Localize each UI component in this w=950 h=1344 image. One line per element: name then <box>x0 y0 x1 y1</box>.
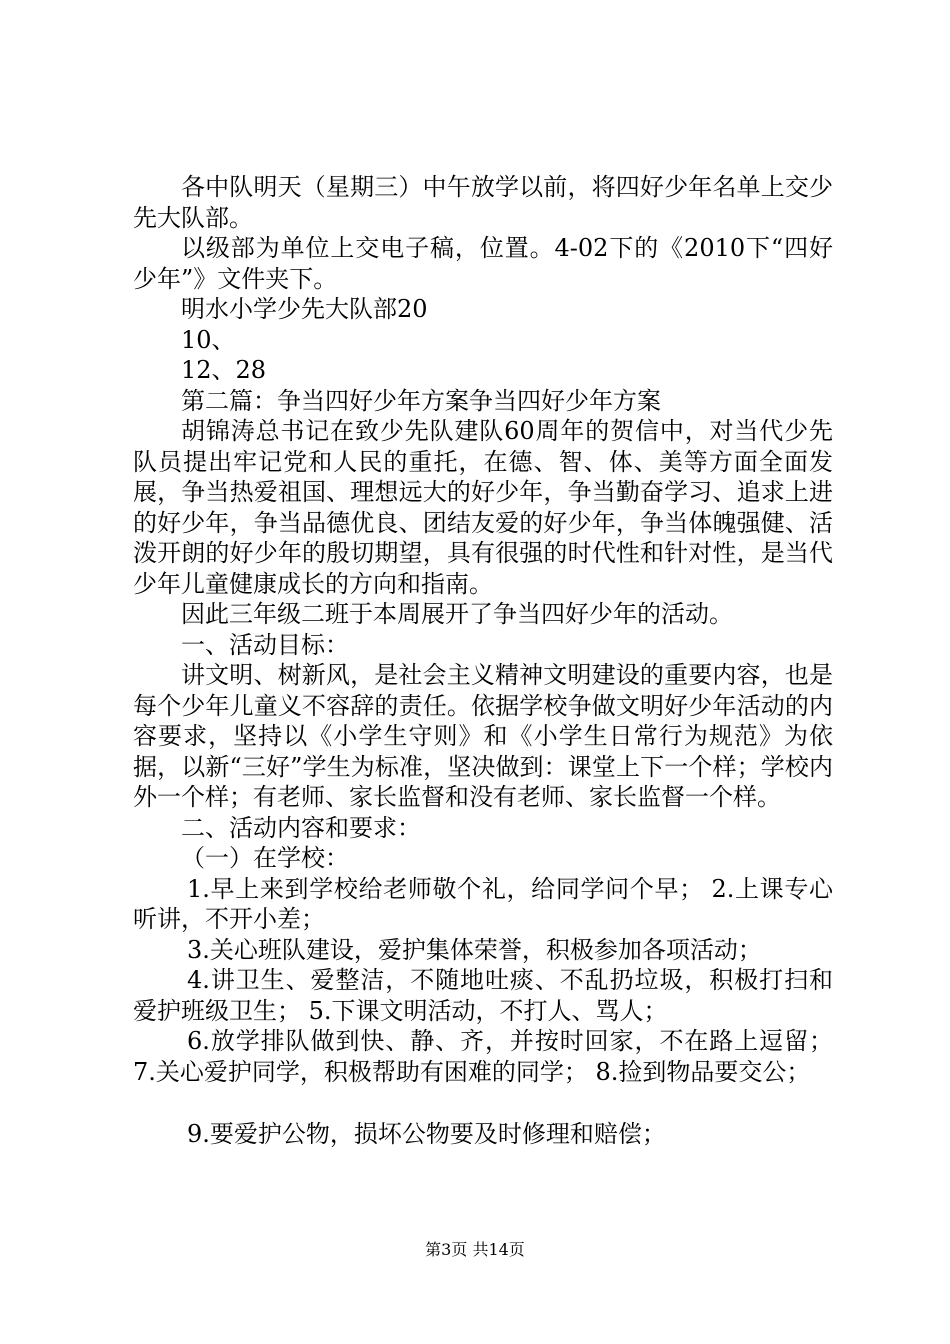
document-body <box>133 172 833 1150</box>
paragraph-date-month: 10、 <box>181 325 236 354</box>
paragraph-submit-list: 各中队明天（星期三）中午放学以前，将四好少年名单上交少先大队部。 <box>133 173 833 232</box>
list-item-9: 9.要爱护公物，损坏公物要及时修理和赔偿； <box>187 1120 666 1148</box>
paragraph-activity-goal: 讲文明、树新风，是社会主义精神文明建设的重要内容，也是每个少年儿童义不容辞的责任。依据学校争做文明好少年活动的内容要求，坚持以《小学生守则》和《小学生日常行为规范》为依据，以新“三好”学生为标准，坚决做到：课堂上下一个样；学校内外一个样；有老师、家长监督和没有老师、家长监督一个样。 <box>133 661 833 811</box>
paragraph-electronic-copy: 以级部为单位上交电子稿，位置。4-02下的《2010下“四好少年”》文件夹下。 <box>133 234 833 293</box>
page-footer: 第3页 共14页 <box>425 1240 525 1259</box>
heading-at-school: （一）在学校： <box>181 844 349 872</box>
heading-activity-goal: 一、活动目标： <box>181 630 349 659</box>
list-item-3: 3.关心班队建设，爱护集体荣誉，积极参加各项活动； <box>187 935 762 964</box>
list-item-4-5: 4.讲卫生、爱整洁，不随地吐痰、不乱扔垃圾，积极打扫和爱护班级卫生； 5.下课文明活动，不打人、骂人； <box>133 966 833 1025</box>
paragraph-intro: 胡锦涛总书记在致少先队建队60周年的贺信中，对当代少先队员提出牢记党和人民的重托，在德、智、体、美等方面全面发展，争当热爱祖国、理想远大的好少年，争当勤奋学习、追求上进的好少年，争当品德优良、团结友爱的好少年，争当体魄强健、活泼开朗的好少年的殷切期望，具有很强的时代性和针对性，是当代少年儿童健康成长的方向和指南。 <box>133 417 833 598</box>
paragraph-date-day: 12、28 <box>181 356 267 384</box>
paragraph-activity-start: 因此三年级二班于本周展开了争当四好少年的活动。 <box>181 600 733 628</box>
paragraph-signature: 明水小学少先大队部20 <box>181 295 428 323</box>
heading-activity-content: 二、活动内容和要求： <box>181 813 421 842</box>
list-item-6-8: 6.放学排队做到快、静、齐，并按时回家，不在路上逗留； 7.关心爱护同学，积极帮助有困难的同学； 8.捡到物品要交公； <box>133 1027 833 1086</box>
section-heading-part-two: 第二篇：争当四好少年方案争当四好少年方案 <box>181 386 661 415</box>
list-item-1-2: 1.早上来到学校给老师敬个礼，给同学问个早； 2.上课专心听讲，不开小差； <box>133 874 833 933</box>
